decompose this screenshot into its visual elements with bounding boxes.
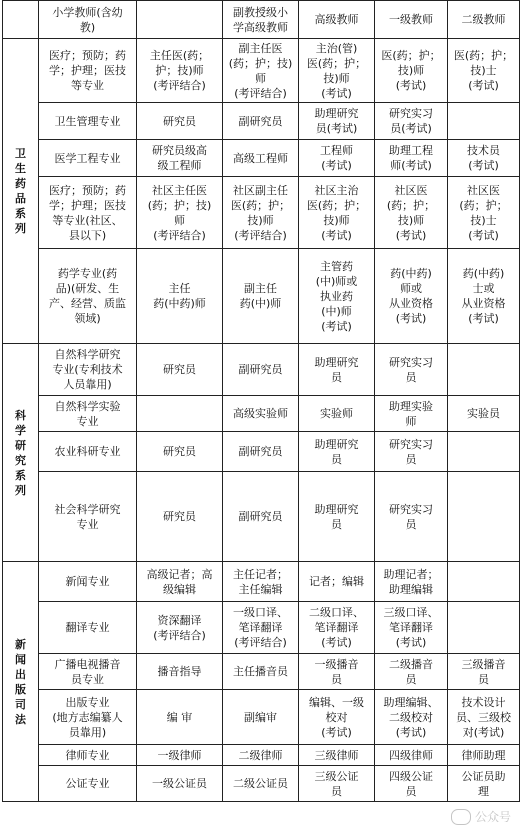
wechat-logo-icon [451,809,471,825]
title-cell: 一级口译、 笔译翻译 (考评结合) [223,602,299,654]
category-label-health: 卫 生 药 品 系 列 [3,39,39,344]
table-row [3,140,520,177]
header-cell: 高级教师 [299,1,375,39]
title-cell [448,602,520,654]
title-cell: 研究实习 员 [375,472,448,562]
title-cell: 药(中药) 师或 从业资格 (考试) [375,249,448,344]
title-cell: 主任记者； 主任编辑 [223,562,299,602]
title-cell: 三级口译、 笔译翻译 (考试) [375,602,448,654]
title-cell: 研究员 [137,344,223,396]
major-cell: 自然科学研究 专业(专利技术 人员靠用) [39,344,137,396]
title-cell: 二级公证员 [223,766,299,802]
major-cell: 自然科学实验 专业 [39,396,137,432]
header-row [3,1,520,39]
title-cell: 副研究员 [223,432,299,472]
major-cell: 医疗；预防；药 学；护理；医技 等专业(社区、 县以下) [39,177,137,249]
title-cell: 药(中药) 士或 从业资格 (考试) [448,249,520,344]
title-cell: 研究员级高 级工程师 [137,140,223,177]
table-row [3,396,520,432]
header-cell: 一级教师 [375,1,448,39]
category-label-science: 科 学 研 究 系 列 [3,344,39,562]
title-cell: 技术设计 员、三级校 对(考试) [448,690,520,745]
title-cell: 资深翻译 (考评结合) [137,602,223,654]
title-cell: 助理工程 师(考试) [375,140,448,177]
title-cell: 主任播音员 [223,654,299,690]
table-row [3,690,520,745]
title-cell [448,432,520,472]
table-row [3,177,520,249]
header-cell [3,1,39,39]
title-cell: 助理研究 员 [299,344,375,396]
title-cell [448,103,520,140]
title-cell: 二级律师 [223,745,299,766]
title-cell: 记者；编辑 [299,562,375,602]
title-cell: 高级实验师 [223,396,299,432]
title-cell: 四级律师 [375,745,448,766]
major-cell: 卫生管理专业 [39,103,137,140]
title-cell: 副研究员 [223,103,299,140]
title-cell: 副研究员 [223,344,299,396]
title-cell: 主治(管) 医(药；护； 技)师 (考试) [299,39,375,103]
title-cell: 研究实习 员(考试) [375,103,448,140]
table-row [3,562,520,602]
title-cell: 社区医 (药；护； 技)师 (考试) [375,177,448,249]
title-cell: 助理记者； 助理编辑 [375,562,448,602]
watermark [451,808,511,825]
title-cell: 助理研究 员(考试) [299,103,375,140]
title-cell: 实验员 [448,396,520,432]
table-row [3,432,520,472]
table-row [3,39,520,103]
title-cell: 二级口译、 笔译翻译 (考试) [299,602,375,654]
title-cell [448,344,520,396]
title-cell: 研究实习 员 [375,344,448,396]
title-comparison-table [2,0,520,802]
title-cell: 律师助理 [448,745,520,766]
major-cell: 律师专业 [39,745,137,766]
title-cell: 研究员 [137,472,223,562]
table-row [3,472,520,562]
watermark-text: 公众号 [474,810,511,824]
header-cell: 小学教师(含幼 教) [39,1,137,39]
title-cell: 研究员 [137,103,223,140]
major-cell: 医学工程专业 [39,140,137,177]
title-cell: 一级播音 员 [299,654,375,690]
title-cell: 高级工程师 [223,140,299,177]
title-cell: 三级公证 员 [299,766,375,802]
title-cell: 助理研究 员 [299,432,375,472]
title-cell: 编 审 [137,690,223,745]
title-cell: 社区医 (药；护； 技)士 (考试) [448,177,520,249]
title-cell: 一级律师 [137,745,223,766]
title-cell: 编辑、一级 校对 (考试) [299,690,375,745]
title-cell [137,396,223,432]
table-row [3,745,520,766]
title-cell: 一级公证员 [137,766,223,802]
major-cell: 药学专业(药 品)(研发、生 产、经营、质监 领域) [39,249,137,344]
header-cell [137,1,223,39]
title-cell: 工程师 (考试) [299,140,375,177]
title-cell [448,562,520,602]
title-cell: 三级律师 [299,745,375,766]
table-row [3,344,520,396]
title-cell: 公证员助 理 [448,766,520,802]
title-cell: 社区主任医 (药；护；技) 师 (考评结合) [137,177,223,249]
title-cell: 医(药；护； 技)士 (考试) [448,39,520,103]
title-cell: 医(药；护； 技)师 (考试) [375,39,448,103]
title-cell: 主任医(药； 护；技)师 (考评结合) [137,39,223,103]
major-cell: 新闻专业 [39,562,137,602]
title-cell: 实验师 [299,396,375,432]
category-label-press: 新 闻 出 版 司 法 [3,562,39,802]
header-cell: 二级教师 [448,1,520,39]
title-cell: 主任 药(中药)师 [137,249,223,344]
title-cell: 四级公证 员 [375,766,448,802]
title-cell: 助理实验 师 [375,396,448,432]
title-cell: 副主任 药(中)师 [223,249,299,344]
table-row [3,766,520,802]
table-row [3,602,520,654]
title-cell: 副研究员 [223,472,299,562]
major-cell: 公证专业 [39,766,137,802]
title-cell: 研究员 [137,432,223,472]
title-cell [448,472,520,562]
major-cell: 翻译专业 [39,602,137,654]
title-cell: 主管药 (中)师或 执业药 (中)师 (考试) [299,249,375,344]
title-cell: 高级记者；高 级编辑 [137,562,223,602]
title-cell: 社区主治 医(药；护； 技)师 (考试) [299,177,375,249]
title-cell: 副编审 [223,690,299,745]
header-cell: 副教授级小 学高级教师 [223,1,299,39]
major-cell: 农业科研专业 [39,432,137,472]
title-cell: 三级播音 员 [448,654,520,690]
table-row [3,103,520,140]
title-cell: 社区副主任 医(药；护； 技)师 (考评结合) [223,177,299,249]
title-cell: 助理编辑、 二级校对 (考试) [375,690,448,745]
table-row [3,249,520,344]
major-cell: 医疗；预防；药 学；护理；医技 等专业 [39,39,137,103]
title-cell: 副主任医 (药；护；技) 师 (考评结合) [223,39,299,103]
table-row [3,654,520,690]
title-cell: 二级播音 员 [375,654,448,690]
title-cell: 助理研究 员 [299,472,375,562]
title-cell: 研究实习 员 [375,432,448,472]
title-cell: 播音指导 [137,654,223,690]
title-cell: 技术员 (考试) [448,140,520,177]
major-cell: 出版专业 (地方志编纂人 员靠用) [39,690,137,745]
major-cell: 社会科学研究 专业 [39,472,137,562]
major-cell: 广播电视播音 员专业 [39,654,137,690]
